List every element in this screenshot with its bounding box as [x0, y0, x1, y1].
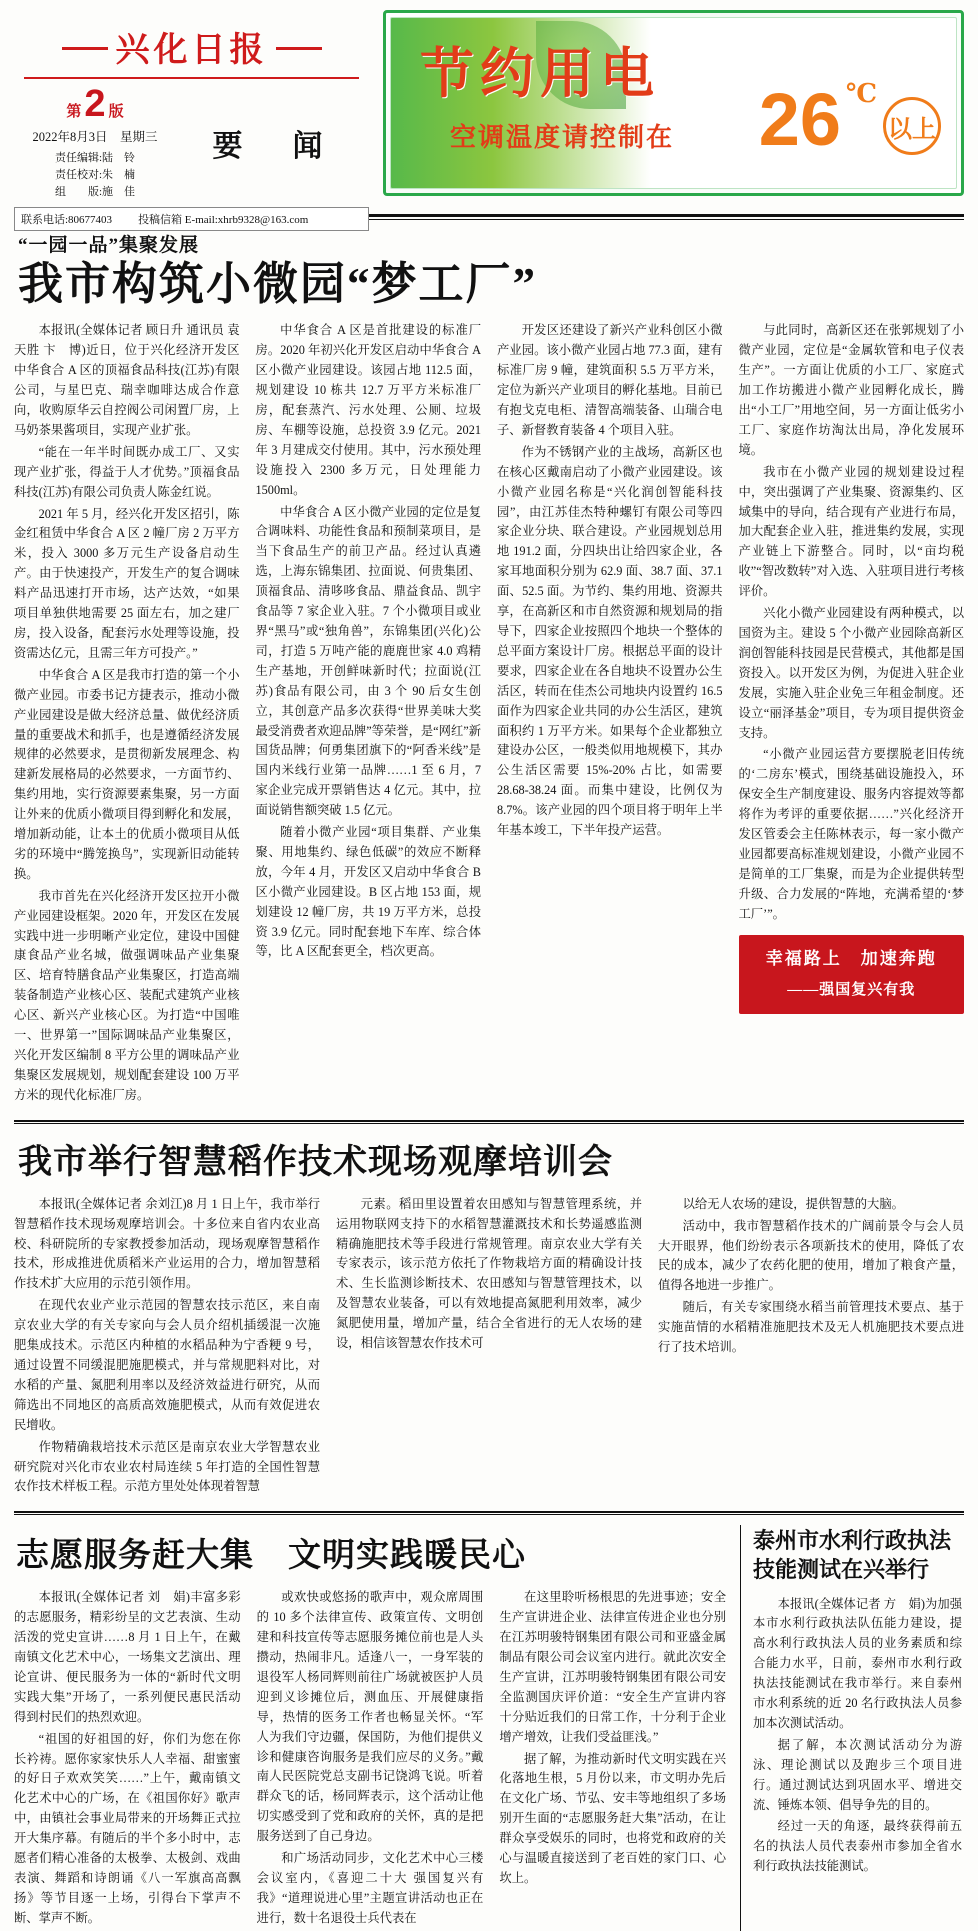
paragraph: 随后，有关专家围绕水稻当前管理技术要点、基于实施苗情的水稻精准施肥技术及无人机施肥技术要点进行了技术培训。	[658, 1300, 964, 1355]
article-main-headline: 我市构筑小微园“梦工厂”	[18, 259, 538, 309]
paper-name: 兴化日报	[116, 22, 268, 71]
paragraph: 开发区还建设了新兴产业科创区小微产业园。该小微产业园占地 77.3 面，建有标准厂房 9 幢，建筑面积 5.5 万平方米，定位为新兴产业项目的孵化基地。目前已有抱戈克电柜、清智高端装备、山瑞合电子、新督教育装备 4 个项目入驻。	[497, 323, 723, 437]
paragraph: 本报讯(全媒体记者 刘 娟)丰富多彩的志愿服务，精彩纷呈的文艺表演、生动活泼的党史宣讲……8 月 1 日上午，在戴南镇文化艺术中心，一场集文艺演出、理论宣讲、便民服务为一体的“新时代文明实践大集”开场了，一系列便民惠民活动得到村民们的热烈欢迎。	[14, 1590, 241, 1724]
article-volunteer-col-3	[499, 1588, 726, 1930]
article-main-kicker: “一园一品”集聚发展	[18, 235, 200, 256]
article-water-enforcement-body	[753, 1595, 962, 1878]
paragraph: 据了解，本次测试活动分为游泳、理论测试以及跑步三个项目进行。通过测试达到巩固水平、增进交流、锤炼本领、倡导争先的目的。	[753, 1737, 962, 1812]
article-smart-rice-headline: 我市举行智慧稻作技术现场观摩培训会	[18, 1143, 613, 1181]
masthead-info	[14, 83, 369, 201]
article-main-col-1	[14, 321, 240, 1107]
credit-layout: 组 版:施 佳	[54, 186, 136, 199]
paragraph: 中华食合 A 区小微产业园的定位是复合调味料、功能性食品和预制菜项目，是当下食品生产的前卫产品。经过认真遴选，上海东锦集团、拉面说、何贵集团、顶福食品、清哆哆食品、鼎益食品、凯宇食品等 7 家企业入驻。7 个小微项目或业界“黑马”或“独角兽”，东锦集团(兴化)公司，打造 5 万吨产能的鹿鹿世家 4.0 鸡精生产基地，开创鲜味新时代；拉面说(江苏)食品有限公司，由 3 个 90 后女生创立，其创意产品多次获得“世界美味大奖 最受消费者欢迎品牌”等荣誉，是“网红”新国货品牌；何勇集团旗下的“阿香米线”是国内米线行业第一品牌……1 至 6 月，7 家企业完成开票销售达 4 亿元。其中，拉面说销售额突破 1.5 亿元。	[255, 504, 481, 818]
masthead-left	[14, 10, 369, 231]
campaign-slogan-box	[739, 935, 965, 1015]
issue-date: 2022年8月3日 星期三	[32, 130, 158, 144]
paragraph: 和广场活动同步，文化艺术中心三楼会议室内，《喜迎二十大 强国复兴有我》“道理说进心里”主题宣讲活动也正在进行，数十名退役士兵代表在	[256, 1851, 484, 1925]
paragraph: 在这里聆听杨根思的先进事迹；安全生产宣讲进企业、法律宣传进企业也分别在江苏明骏特钢集团有限公司和亚盛金属制品有限公司会议室内进行。就此次安全生产宣讲，江苏明骏特钢集团有限公司安全监测国庆评价道：“安全生产宣讲内容十分贴近我们的日常工作，十分利于企业增产增效，让我们受益匪浅。”	[499, 1590, 727, 1744]
paragraph: 2021 年 5 月，经兴化开发区招引，陈金红租赁中华食合 A 区 2 幢厂房 2 万平方米，投入 3000 多万元生产设备启动生产。由于快速投产，开发生产的复合调味料产品迅速打开市场，达产达效，“如果项目单独供地需要 25 面左右，加之建厂房，投入设备，配套污水处理等设施，投资需达亿元，且需三年方可投产。”	[14, 506, 240, 660]
banner-title: 节约用电	[420, 44, 660, 104]
article-main-columns	[14, 321, 964, 1107]
article-volunteer-col-2	[257, 1588, 484, 1930]
energy-saving-ad-banner	[383, 10, 964, 196]
paragraph: 以给无人农场的建设，提供智慧的大脑。	[682, 1196, 904, 1211]
article-volunteer-col-1	[14, 1588, 241, 1930]
article-volunteer-headline: 志愿服务赶大集 文明实践暖民心	[16, 1538, 526, 1575]
banner-subtitle: 空调温度请控制在	[450, 123, 675, 152]
masthead-rule	[24, 77, 359, 79]
paragraph: 兴化小微产业园建设有两种模式，以国资为主。建设 5 个小微产业园除高新区润创智能科技园是民营模式，其他都是国资投入。以开发区为例，为促进入驻企业发展，实施入驻企业免三年租金制度。还设立“丽泽基金”项目，专为项目提供资金支持。	[738, 606, 964, 740]
paragraph: “能在一年半时间既办成工厂、又实现产业扩张，得益于人才优势。”顶福食品科技(江苏)有限公司负责人陈金红说。	[14, 444, 240, 499]
contact-bar	[14, 207, 369, 231]
banner-temperature: 26	[758, 78, 841, 161]
paper-logo	[14, 10, 369, 71]
article-volunteer	[14, 1525, 726, 1930]
contact-email: 投稿信箱 E-mail:xhrb9328@163.com	[138, 214, 309, 227]
article-water-enforcement-headline: 泰州市水利行政执法技能测试在兴举行	[753, 1528, 952, 1582]
masthead	[14, 10, 964, 227]
article-main-col-2	[256, 321, 482, 1107]
issue-number: 2	[84, 83, 106, 125]
paragraph: “小微产业园运营方要摆脱老旧传统的‘二房东’模式，围绕基础设施投入，环保安全生产制度建设、服务内容提效等都将作为考评的重要依据……”兴化经济开发区管委会主任陈林表示，每一家小微产业园都要高标准规划建设，小微产业园不是简单的工厂集聚，而是为企业提供转型升级、合力发展的“阵地，充满希望的‘梦工厂’”。	[738, 747, 964, 921]
article-volunteer-columns	[14, 1588, 726, 1930]
masthead-section-block	[170, 85, 365, 201]
paragraph: 作为不锈钢产业的主战场，高新区也在核心区戴南启动了小微产业园建设。该小微产业园名称是“兴化润创智能科技园”，由江苏佳杰特种螺钉有限公司等四家企业分块、联合建设。产业园规划总用地 191.2 面，分四块出让给四家企业，各家耳地面积分别为 62.9 面、38.7 面、37.1 面、52.5 面。为节约、集约用地、资源共享，在高新区和市自然资源和规划局的指导下，四家企业按照四个地块一个整体的总平面方案设计厂房。根据总平面的设计要求，四家企业在各自地块不设置办公生活区，转而在佳杰公司地块内设置约 16.5 面作为四家企业共同的办公生活区，建筑面积约 1 万平方米。如果每个企业都独立建设办公区，一般类似用地规模下，其办公生活区需要 15%-20% 占比，如需要 28.68-38.24 面。而集中建设，比例仅为 8.7%。该产业园的四个项目将于明年上半年基本竣工，下半年投产运营。	[497, 444, 723, 838]
paragraph: 本报讯(全媒体记者 余刘江)8 月 1 日上午，我市举行智慧稻作技术现场观摩培训会。十多位来自省内农业高校、科研院所的专家教授参加活动，现场观摩智慧稻作技术，形成推进优质稻米产业运用的合力，增加智慧稻作技术扩大应用的示范引领作用。	[14, 1196, 320, 1291]
paragraph: 中华食合 A 区是我市打造的第一个小微产业园。市委书记方捷表示，推动小微产业园建设是做大经济总量、做优经济质量的重要战术和抓手，也是遵循经济发展规律的必然要求，是贯彻新发展理念、构建新发展格局的必然要求，一方面节约、集约用地，实行资源要素集聚，另一方面让外来的优质小微项目得到孵化和发展，增加新动能，让本土的优质小微项目从低劣的环境中“腾笼换鸟”，实现新旧动能转换。	[14, 667, 240, 881]
article-smart-rice-col-3	[658, 1195, 964, 1500]
paragraph: 本报讯(全媒体记者 方 娟)为加强本市水利行政执法队伍能力建设，提高水利行政执法人员的业务素质和综合能力水平，日前，泰州市水利行政执法技能测试在我市举行。来自泰州市水利系统的近 20 名行政执法人员参加本次测试活动。	[753, 1596, 962, 1730]
divider-double	[14, 1120, 964, 1124]
article-smart-rice-columns	[14, 1195, 964, 1500]
paragraph: 元素。稻田里设置着农田感知与智慧管理系统，并运用物联网支持下的水稻智慧灌溉技术和长势遥感监测精确施肥技术等手段进行常规管理。南京农业大学有关专家表示，该示范方依托了作物栽培方面的精确设计技术、生长监测诊断技术、农田感知与智慧管理技术，以及智慧农业装备，可以有效地提高氮肥利用效率，减少氮肥使用量，增加产量，结合全省进行的无人农场的建设，相信该智慧农作技术可	[336, 1196, 642, 1351]
credit-proofreader: 责任校对:朱 楠	[54, 169, 136, 182]
paragraph: 中华食合 A 区是首批建设的标准厂房。2020 年初兴化开发区启动中华食合 A 区小微产业园建设。该园占地 112.5 面，规划建设 10 栋共 12.7 万平方米标准厂房，配套蒸汽、污水处理、公厕、垃圾房、车棚等设施，总投资 3.9 亿元。2021 年 3 月建成交付使用。其中，污水预处理设施投入 2300 多万元，日处理能力 1500ml。	[255, 323, 481, 497]
divider-double-2	[14, 1511, 964, 1515]
issue-prefix: 第	[66, 104, 82, 120]
paragraph: 作物精确栽培技术示范区是南京农业大学智慧农业研究院对兴化市农业农村局连续 5 年打造的全国性智慧农作技术样板工程。示范方里处处体现着智慧	[14, 1439, 320, 1494]
paragraph: 本报讯(全媒体记者 顾日升 通讯员 袁天胜 卞 博)近日，位于兴化经济开发区中华食合 A 区的顶福食品科技(江苏)有限公司，与星巴克、瑞幸咖啡达成合作意向，收购原华云自控阀公司闲置厂房，上马奶茶果酱项目，实现产业扩张。	[14, 323, 240, 437]
credits-block	[20, 150, 170, 201]
slogan-line-1: 幸福路上 加速奔跑	[765, 948, 937, 968]
paragraph: 据了解，为推动新时代文明实践在兴化落地生根，5 月份以来，市文明办先后在文化广场、节弘、安丰等地组织了多场别开生面的“志愿服务赶大集”活动，在让群众享受娱乐的同时，也将党和政府的关心与温暖直接送到了老百姓的家门口、心坎上。	[499, 1751, 727, 1886]
paragraph: 或欢快或悠扬的歌声中，观众席周围的 10 多个法律宣传、政策宣传、文明创建和科技宣传等志愿服务摊位前也是人头攒动，热闹非凡。适逢八一，一身军装的退役军人杨同辉则前往广场就被医护人员迎到义诊摊位后，测血压、开展健康指导，热情的医务工作者也畅显关怀。“军人为我们守边疆，保国防，为他们提供义诊和健康咨询服务是我们应尽的义务。”戴南人民医院党总支副书记饶鸿飞说。听着群众飞的话，杨同辉表示，这个活动让他切实感受到了党和政府的关怀，真的是把服务送到了自己身边。	[256, 1590, 484, 1844]
paragraph: 活动中，我市智慧稻作技术的广阔前景令与会人员大开眼界，他们纷纷表示各项新技术的使用，降低了农民的成本，减少了农药化肥的使用，增加了粮食产量，值得各地进一步推广。	[658, 1218, 964, 1293]
section-title: 要 闻	[212, 130, 333, 164]
paragraph: 我市首先在兴化经济开发区拉开小微产业园建设框架。2020 年，开发区在发展实践中进一步明晰产业定位，建设中国健康食品产业名城，做强调味品产业集聚区、培育特膳食品产业集聚区，打造高端装备制造产业核心区、装配式建筑产业核心区、新兴产业核心区。为打造“中国唯一、世界第一”国际调味品产业集聚区，兴化开发区编制 8 平方公里的调味品产业集聚区发展规划，规划配套建设 100 万平方米的现代化标准厂房。	[14, 888, 240, 1102]
bottom-section	[14, 1525, 964, 1930]
article-main-col-3	[497, 321, 723, 1107]
article-smart-rice	[14, 1134, 964, 1500]
masthead-issue-block	[20, 85, 170, 201]
paragraph: “祖国的好祖国的好，你们为您在你长衿祷。愿你家家快乐人人幸福、甜蜜蜜的好日子欢欢笑笑……”上午，戴南镇文化艺术中心的广场，在《祖国你好》歌声中，由镇社会事业局带来的开场舞正式拉开大集序幕。有随后的半个多小时中，志愿者们精心准备的太极拳、太极剑、戏曲表演、舞蹈和诗朗诵《八一军旗高高飘扬》等节目逐一上场，引得台下掌声不断、掌声不断。	[14, 1731, 241, 1925]
article-smart-rice-col-2	[336, 1195, 642, 1500]
article-main	[14, 230, 964, 1108]
contact-phone: 联系电话:80677403	[21, 214, 113, 227]
paragraph: 随着小微产业园“项目集群、产业集聚、用地集约、绿色低碳”的效应不断释放，今年 4 月，开发区又启动中华食合 B 区小微产业园建设。B 区占地 153 面，规划建设 12 幢厂房，共 19 万平方米，总投资 3.9 亿元。同时配套地下车库、综合体等，比 A 区配套更全，档次更高。	[255, 825, 481, 959]
paragraph: 与此同时，高新区还在张郭规划了小微产业园，定位是“金属软管和电子仪表生产”。一方面让优质的小工厂、家庭式加工作坊搬进小微产业园孵化成长，腾出“小工厂”用地空间，另一方面让低劣小工厂、家庭作坊淘汰出局，净化发展环境。	[738, 323, 964, 457]
article-main-col-4	[739, 321, 965, 1107]
paragraph: 我市在小微产业园的规划建设过程中，突出强调了产业集聚、资源集约、区域集中的导向，结合现有产业进行布局，加大配套企业入驻，推进集约发展，实现产业链上下游整合。同时，以“亩均税收”“智改数转”对入选、入驻项目进行考核评价。	[738, 464, 964, 599]
issue-line	[20, 85, 170, 123]
issue-suffix: 版	[108, 104, 124, 120]
paragraph: 在现代农业产业示范园的智慧农技示范区，来自南京农业大学的有关专家向与会人员介绍机插缓混一次施肥集成技术。示范区内种植的水稻品种为宁香粳 9 号，通过设置不同缓混肥施肥模式，并与常规肥料对比，对水稻的产量、氮肥利用率以及经济效益进行研究，从而筛选出不同地区的高质高效施肥模式，从而有效促进农民增收。	[14, 1298, 320, 1432]
paragraph: 经过一天的角逐，最终获得前五名的执法人员代表泰州市参加全省水利行政执法技能测试。	[753, 1819, 962, 1874]
banner-above-label: 以上	[883, 97, 941, 155]
banner-degree-symbol: ℃	[845, 79, 877, 108]
article-smart-rice-col-1	[14, 1195, 320, 1500]
article-water-enforcement	[740, 1525, 962, 1930]
credit-editor: 责任编辑:陆 铃	[54, 152, 136, 164]
slogan-line-2: ——强国复兴有我	[787, 982, 916, 999]
